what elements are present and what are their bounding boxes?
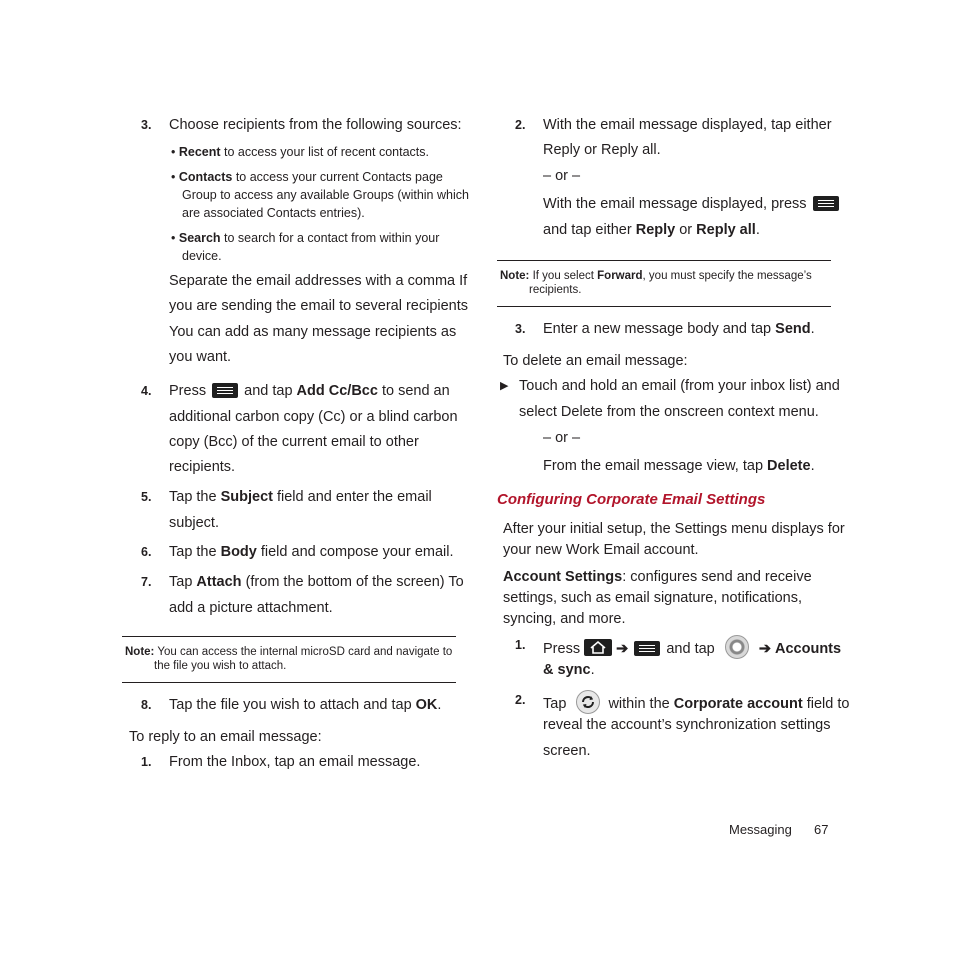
step-text: & sync. bbox=[543, 662, 595, 678]
paragraph-line: Account Settings: configures send and receive bbox=[503, 569, 812, 585]
bullet-line: are associated Contacts entries). bbox=[182, 206, 365, 220]
step-text: subject. bbox=[169, 515, 219, 531]
step-number: 6. bbox=[141, 545, 152, 559]
or-separator: – or – bbox=[543, 168, 581, 184]
or-separator: – or – bbox=[543, 430, 581, 446]
paragraph-line: syncing, and more. bbox=[503, 611, 626, 627]
home-key-icon bbox=[584, 639, 612, 656]
settings-gear-icon bbox=[725, 635, 749, 659]
note-line: the file you wish to attach. bbox=[154, 660, 287, 672]
arrow-icon: ➔ bbox=[616, 641, 629, 657]
step-text: Tap the file you wish to attach and tap OK. bbox=[169, 697, 442, 713]
step-number: 3. bbox=[515, 322, 526, 336]
bullet-search: • Search to search for a contact from within your bbox=[171, 231, 440, 245]
menu-key-icon bbox=[634, 641, 660, 656]
bullet-line: Group to access any available Groups (within which bbox=[182, 188, 469, 202]
note-line: Note: If you select Forward, you must specify the message’s bbox=[500, 270, 812, 282]
step-number: 1. bbox=[515, 638, 526, 652]
arrow-icon: ➔ bbox=[758, 641, 771, 657]
step-text: With the email message displayed, tap either bbox=[543, 117, 832, 133]
paragraph-line: Separate the email addresses with a comma If bbox=[169, 273, 468, 289]
step-number: 3. bbox=[141, 118, 152, 132]
section-heading: Configuring Corporate Email Settings bbox=[497, 491, 766, 508]
step-text: Press ➔ and tap ➔ Accounts bbox=[543, 635, 841, 659]
paragraph-line: You can add as many message recipients as bbox=[169, 324, 457, 340]
note-line: recipients. bbox=[529, 284, 582, 296]
menu-key-icon bbox=[813, 196, 839, 211]
step-text: Touch and hold an email (from your inbox list) and bbox=[519, 378, 840, 394]
step-text: add a picture attachment. bbox=[169, 600, 333, 616]
bullet-contacts: • Contacts to access your current Contacts page bbox=[171, 170, 443, 184]
step-text: Enter a new message body and tap Send. bbox=[543, 321, 815, 337]
triangle-bullet-icon: ▶ bbox=[500, 380, 509, 392]
sync-icon bbox=[576, 690, 600, 714]
step-text: Tap within the Corporate account field to bbox=[543, 690, 849, 714]
step-text: From the Inbox, tap an email message. bbox=[169, 754, 421, 770]
step-text: Tap Attach (from the bottom of the screen) To bbox=[169, 574, 464, 590]
note-rule-bottom bbox=[497, 306, 831, 307]
section-intro: To reply to an email message: bbox=[129, 729, 322, 745]
section-intro: To delete an email message: bbox=[503, 353, 688, 369]
step-number: 1. bbox=[141, 755, 152, 769]
step-text: Reply or Reply all. bbox=[543, 142, 661, 158]
note-rule-top bbox=[497, 260, 831, 261]
step-number: 8. bbox=[141, 698, 152, 712]
bullet-recent: • Recent to access your list of recent contacts. bbox=[171, 145, 429, 159]
footer-section: Messaging bbox=[729, 822, 792, 837]
step-number: 2. bbox=[515, 118, 526, 132]
paragraph-line: your new Work Email account. bbox=[503, 542, 699, 558]
menu-key-icon bbox=[212, 383, 238, 398]
step-text: screen. bbox=[543, 743, 591, 759]
step-text: With the email message displayed, press bbox=[543, 194, 841, 214]
paragraph-line: you are sending the email to several recipients bbox=[169, 298, 469, 314]
step-text: From the email message view, tap Delete. bbox=[543, 458, 815, 474]
step-text: and tap either Reply or Reply all. bbox=[543, 222, 760, 238]
step-text: recipients. bbox=[169, 459, 236, 475]
step-number: 7. bbox=[141, 575, 152, 589]
step-text: additional carbon copy (Cc) or a blind carbon bbox=[169, 409, 458, 425]
note-rule-bottom bbox=[122, 682, 456, 683]
step-number: 4. bbox=[141, 384, 152, 398]
page-number: 67 bbox=[814, 822, 829, 837]
step-text: copy (Bcc) of the current email to other bbox=[169, 434, 419, 450]
step-number: 2. bbox=[515, 693, 526, 707]
paragraph-line: settings, such as email signature, notifications, bbox=[503, 590, 803, 606]
note-rule-top bbox=[122, 636, 456, 637]
note-line: Note: You can access the internal microSD card and navigate to bbox=[125, 646, 453, 658]
step-text: Choose recipients from the following sources: bbox=[169, 117, 462, 133]
paragraph-line: you want. bbox=[169, 349, 232, 365]
bullet-line: device. bbox=[182, 249, 222, 263]
step-text: select Delete from the onscreen context menu. bbox=[519, 404, 819, 420]
step-text: Tap the Body field and compose your email. bbox=[169, 544, 454, 560]
paragraph-line: After your initial setup, the Settings menu displays for bbox=[503, 521, 845, 537]
step-text: Tap the Subject field and enter the email bbox=[169, 489, 432, 505]
step-number: 5. bbox=[141, 490, 152, 504]
step-text: reveal the account’s synchronization settings bbox=[543, 717, 831, 733]
step-text: Press and tap Add Cc/Bcc to send an bbox=[169, 383, 450, 399]
